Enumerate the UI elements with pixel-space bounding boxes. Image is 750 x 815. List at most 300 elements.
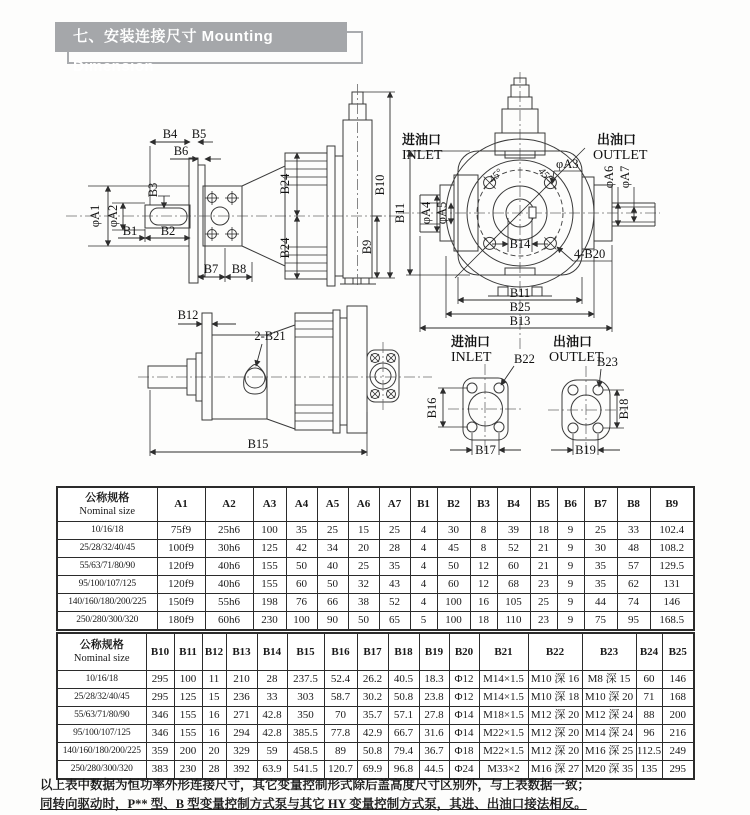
column-header: B12	[202, 633, 226, 671]
table-cell: 16	[202, 725, 226, 743]
table-cell: 25	[317, 522, 348, 540]
dim-label-b11-bottom: B11	[509, 286, 531, 300]
table-cell: 75	[584, 612, 617, 631]
column-header: B14	[257, 633, 287, 671]
table-cell: 155	[174, 707, 202, 725]
dim-label-b18: B18	[617, 398, 631, 420]
table-cell: 120f9	[157, 558, 205, 576]
table-cell: 30.2	[357, 689, 388, 707]
table-cell: 346	[146, 725, 174, 743]
technical-drawings	[0, 56, 750, 480]
dim-label-b11-side: B11	[393, 202, 407, 224]
dim-label-a5: φA5	[435, 201, 449, 225]
table-cell: 25	[379, 522, 410, 540]
table-cell: 25	[584, 522, 617, 540]
table-cell: 58.7	[324, 689, 357, 707]
outlet-port-en: OUTLET	[549, 350, 604, 365]
table-cell: 385.5	[287, 725, 324, 743]
table-cell: M8 深 15	[582, 671, 636, 689]
dim-label-b24-upper: B24	[278, 173, 292, 195]
dim-label-2-b21: 2-B21	[254, 329, 286, 343]
table-cell: 30	[584, 540, 617, 558]
table-cell: 63.9	[257, 761, 287, 780]
column-header: A4	[286, 487, 317, 522]
table-row	[57, 594, 694, 612]
outlet-bolt-holes	[568, 385, 603, 433]
table-cell: 60	[497, 558, 530, 576]
table-cell: 60h6	[205, 612, 253, 631]
dim-label-b10: B10	[373, 174, 387, 196]
table-cell: M14×1.5	[479, 689, 528, 707]
table-cell: 383	[146, 761, 174, 780]
column-header: A2	[205, 487, 253, 522]
table-cell: M12 深 20	[528, 725, 582, 743]
column-header: B2	[437, 487, 470, 522]
table-cell: 541.5	[287, 761, 324, 780]
table-cell: 68	[497, 576, 530, 594]
drum-ribs-b	[295, 321, 333, 421]
row-label: 55/63/71/80/90	[57, 558, 157, 576]
table-cell: 100	[253, 522, 286, 540]
table-cell: 15	[202, 689, 226, 707]
table-cell: 155	[174, 725, 202, 743]
table-row	[57, 689, 694, 707]
table-cell: M22×1.5	[479, 725, 528, 743]
dim-label-b6: B6	[173, 144, 189, 158]
table-cell: 295	[662, 761, 694, 780]
table-cell: 9	[557, 612, 584, 631]
table-cell: 28	[257, 671, 287, 689]
column-header: B10	[146, 633, 174, 671]
dim-label-a2: φA2	[106, 204, 120, 228]
table-cell: Φ12	[449, 689, 479, 707]
table-cell: 33	[257, 689, 287, 707]
footnote-line-2: 同转向驱动时，P** 型、B 型变量控制方式泵与其它 HY 变量控制方式泵，其进、出油口接法相反。	[40, 797, 587, 812]
table-cell: 40	[317, 558, 348, 576]
table-cell: 18	[470, 612, 497, 631]
table-cell: 40h6	[205, 576, 253, 594]
dim-label-a1: φA1	[88, 204, 102, 228]
table-cell: 35	[379, 558, 410, 576]
column-header: B5	[530, 487, 557, 522]
dim-label-b23: B23	[597, 355, 618, 369]
table-cell: 9	[557, 594, 584, 612]
table-cell: 57	[617, 558, 650, 576]
table-cell: 271	[226, 707, 257, 725]
column-header: A6	[348, 487, 379, 522]
table-cell: M14 深 24	[582, 725, 636, 743]
column-header: B9	[650, 487, 694, 522]
column-header: B1	[410, 487, 437, 522]
table-cell: 42.9	[357, 725, 388, 743]
table-cell: 11	[202, 671, 226, 689]
table-cell: 180f9	[157, 612, 205, 631]
table-cell: 9	[557, 540, 584, 558]
inlet-port-drawing	[425, 334, 535, 457]
dim-label-b7: B7	[203, 262, 219, 276]
row-label: 140/160/180/200/225	[57, 743, 146, 761]
table-cell: 52	[497, 540, 530, 558]
table-cell: 21	[530, 558, 557, 576]
dim-label-a3: φA3	[556, 157, 579, 171]
table-cell: 33	[617, 522, 650, 540]
row-label: 10/16/18	[57, 671, 146, 689]
table-cell: 35	[584, 558, 617, 576]
dimension-table-a	[56, 486, 695, 631]
row-label: 250/280/300/320	[57, 612, 157, 631]
column-header: B15	[287, 633, 324, 671]
table-cell: 25h6	[205, 522, 253, 540]
table-cell: 4	[410, 540, 437, 558]
table-cell: 89	[324, 743, 357, 761]
dim-label-b9: B9	[360, 239, 374, 255]
table-cell: 230	[174, 761, 202, 780]
table-cell: 25	[530, 594, 557, 612]
table-cell: M16 深 25	[582, 743, 636, 761]
table-cell: 50	[286, 558, 317, 576]
inlet-port-cn: 进油口	[451, 334, 491, 349]
dim-label-b13: B13	[509, 314, 531, 328]
table-cell: 125	[174, 689, 202, 707]
row-label: 250/280/300/320	[57, 761, 146, 780]
dim-label-b2: B2	[160, 224, 176, 238]
table-cell: 50	[437, 558, 470, 576]
table-cell: 35.7	[357, 707, 388, 725]
table-cell: 9	[557, 576, 584, 594]
dim-label-b16: B16	[425, 397, 439, 419]
dim-label-b14: B14	[509, 237, 531, 251]
table-cell: 100	[437, 594, 470, 612]
table-cell: 100	[437, 612, 470, 631]
table-cell: 8	[470, 522, 497, 540]
table-cell: 294	[226, 725, 257, 743]
table-cell: 44.5	[419, 761, 449, 780]
table-cell: 12	[470, 576, 497, 594]
table-cell: 34	[317, 540, 348, 558]
table-cell: 168	[662, 689, 694, 707]
table-cell: M18×1.5	[479, 707, 528, 725]
column-header: B23	[582, 633, 636, 671]
table-cell: 146	[662, 671, 694, 689]
table-cell: 60	[437, 576, 470, 594]
column-header: B22	[528, 633, 582, 671]
table-cell: 43	[379, 576, 410, 594]
table-cell: 346	[146, 707, 174, 725]
table-cell: 5	[410, 612, 437, 631]
table-cell: 23	[530, 576, 557, 594]
table-cell: 60	[286, 576, 317, 594]
table-cell: 20	[202, 743, 226, 761]
table-cell: 50	[317, 576, 348, 594]
inlet-label-cn: 进油口	[402, 132, 442, 147]
table-cell: 45	[437, 540, 470, 558]
row-label: 25/28/32/40/45	[57, 689, 146, 707]
column-header: A5	[317, 487, 348, 522]
column-header: B18	[388, 633, 419, 671]
table-cell: 112.5	[636, 743, 662, 761]
dim-label-b12: B12	[177, 308, 199, 322]
column-header: B24	[636, 633, 662, 671]
table-cell: 55h6	[205, 594, 253, 612]
table-cell: 20	[348, 540, 379, 558]
column-header: B11	[174, 633, 202, 671]
outlet-port-drawing	[548, 334, 631, 457]
table-cell: 16	[470, 594, 497, 612]
table-cell: 359	[146, 743, 174, 761]
table-row	[57, 743, 694, 761]
table-cell: 42.8	[257, 707, 287, 725]
table-cell: 52	[379, 594, 410, 612]
table-cell: 105	[497, 594, 530, 612]
table-cell: 108.2	[650, 540, 694, 558]
table-cell: 8	[470, 540, 497, 558]
section-banner	[55, 22, 347, 75]
dim-label-b5: B5	[191, 127, 207, 141]
table-cell: 200	[662, 707, 694, 725]
rear-view-drawing	[393, 72, 660, 352]
table-cell: 65	[379, 612, 410, 631]
dim-label-a4: φA4	[419, 201, 433, 225]
column-header: B20	[449, 633, 479, 671]
table-cell: 9	[557, 522, 584, 540]
table-cell: 237.5	[287, 671, 324, 689]
column-header: B16	[324, 633, 357, 671]
table-cell: 28	[379, 540, 410, 558]
nominal-size-header: 公称规格 Nominal size	[57, 487, 157, 522]
table-cell: 110	[497, 612, 530, 631]
dim-label-b19: B19	[575, 443, 596, 457]
outlet-label-cn: 出油口	[597, 132, 637, 147]
table-cell: 50.8	[388, 689, 419, 707]
table-cell: 88	[636, 707, 662, 725]
section-title: 七、安装连接尺寸 Mounting Dimension	[73, 28, 274, 75]
row-label: 10/16/18	[57, 522, 157, 540]
table-cell: 295	[146, 671, 174, 689]
table-cell: Φ18	[449, 743, 479, 761]
column-header: A1	[157, 487, 205, 522]
table-row	[57, 725, 694, 743]
table-cell: 4	[410, 522, 437, 540]
column-header: B6	[557, 487, 584, 522]
table-cell: 50	[348, 612, 379, 631]
side-view-drawing	[66, 84, 400, 288]
inlet-bolt-holes	[467, 383, 504, 432]
table-cell: 216	[662, 725, 694, 743]
table-cell: 458.5	[287, 743, 324, 761]
table-cell: M33×2	[479, 761, 528, 780]
table-cell: 198	[253, 594, 286, 612]
table-cell: 66	[317, 594, 348, 612]
table-cell: M20 深 35	[582, 761, 636, 780]
table-cell: 76	[286, 594, 317, 612]
column-header: B13	[226, 633, 257, 671]
table-cell: 77.8	[324, 725, 357, 743]
table-cell: 155	[253, 558, 286, 576]
inlet-label-en: INLET	[402, 148, 443, 163]
table-cell: 23	[530, 612, 557, 631]
table-cell: 30h6	[205, 540, 253, 558]
column-header: B7	[584, 487, 617, 522]
dim-label-a6: φA6	[602, 165, 616, 189]
table-cell: 90	[317, 612, 348, 631]
table-cell: M16 深 27	[528, 761, 582, 780]
table-cell: M12 深 24	[582, 707, 636, 725]
row-label: 95/100/107/125	[57, 725, 146, 743]
dim-label-b8: B8	[231, 262, 247, 276]
table-cell: 129.5	[650, 558, 694, 576]
table-cell: 12	[470, 558, 497, 576]
table-cell: 303	[287, 689, 324, 707]
table-cell: 59	[257, 743, 287, 761]
table-cell: 168.5	[650, 612, 694, 631]
table-cell: 74	[617, 594, 650, 612]
table-row	[57, 540, 694, 558]
table-cell: 4	[410, 594, 437, 612]
table-cell: 38	[348, 594, 379, 612]
table-cell: 71	[636, 689, 662, 707]
table-cell: 40.5	[388, 671, 419, 689]
table-cell: Φ14	[449, 707, 479, 725]
table-cell: 32	[348, 576, 379, 594]
column-header: B4	[497, 487, 530, 522]
table-cell: 96	[636, 725, 662, 743]
table-cell: 40h6	[205, 558, 253, 576]
table-cell: 200	[174, 743, 202, 761]
table-cell: 9	[557, 558, 584, 576]
table-cell: 350	[287, 707, 324, 725]
table-cell: 57.1	[388, 707, 419, 725]
table-cell: 42	[286, 540, 317, 558]
table-cell: 39	[497, 522, 530, 540]
table-cell: Φ14	[449, 725, 479, 743]
table-cell: 329	[226, 743, 257, 761]
column-header: A7	[379, 487, 410, 522]
column-header: B21	[479, 633, 528, 671]
table-cell: 62	[617, 576, 650, 594]
table-cell: 4	[410, 576, 437, 594]
table-row	[57, 576, 694, 594]
table-cell: 392	[226, 761, 257, 780]
table-cell: 36.7	[419, 743, 449, 761]
table-cell: 79.4	[388, 743, 419, 761]
table-cell: M10 深 18	[528, 689, 582, 707]
table-cell: 27.8	[419, 707, 449, 725]
table-cell: M10 深 20	[582, 689, 636, 707]
row-label: 25/28/32/40/45	[57, 540, 157, 558]
table-cell: 69.9	[357, 761, 388, 780]
table-cell: 50.8	[357, 743, 388, 761]
table-cell: 120f9	[157, 576, 205, 594]
table-cell: 75f9	[157, 522, 205, 540]
table-cell: 28	[202, 761, 226, 780]
table-cell: 60	[636, 671, 662, 689]
table-cell: M10 深 16	[528, 671, 582, 689]
dim-label-b1: B1	[122, 224, 138, 238]
row-label: 140/160/180/200/225	[57, 594, 157, 612]
table-cell: 16	[202, 707, 226, 725]
table-cell: 42.8	[257, 725, 287, 743]
row-label: 95/100/107/125	[57, 576, 157, 594]
table-cell: 21	[530, 540, 557, 558]
dim-label-b25: B25	[509, 300, 531, 314]
dim-label-b17: B17	[475, 443, 496, 457]
angle-label-left: 45°	[487, 167, 506, 186]
table-cell: 230	[253, 612, 286, 631]
column-header: B25	[662, 633, 694, 671]
table-cell: 35	[286, 522, 317, 540]
inlet-port-en: INLET	[451, 350, 492, 365]
table-cell: 125	[253, 540, 286, 558]
table-cell: 236	[226, 689, 257, 707]
dim-label-4-b20: 4-B20	[574, 247, 606, 261]
table-cell: 120.7	[324, 761, 357, 780]
dim-label-b15: B15	[247, 437, 269, 451]
column-header: B3	[470, 487, 497, 522]
table-cell: 18	[530, 522, 557, 540]
dim-label-b22: B22	[514, 352, 535, 366]
dim-label-b24-lower: B24	[278, 237, 292, 259]
table-cell: 26.2	[357, 671, 388, 689]
table-cell: 66.7	[388, 725, 419, 743]
table-cell: 15	[348, 522, 379, 540]
dimension-table-b	[56, 632, 695, 780]
table-cell: 48	[617, 540, 650, 558]
dim-label-a7: φA7	[618, 165, 632, 189]
table-cell: 31.6	[419, 725, 449, 743]
table-cell: 4	[410, 558, 437, 576]
table-cell: M12 深 20	[528, 743, 582, 761]
table-cell: 44	[584, 594, 617, 612]
column-header: B19	[419, 633, 449, 671]
column-header: B8	[617, 487, 650, 522]
footnote-line-1: 以上表中数据为恒功率外形连接尺寸，其它变量控制形式除后盖高度尺寸区别外，与上表数据一致；	[40, 778, 591, 792]
dim-label-b4: B4	[162, 127, 178, 141]
table-cell: 135	[636, 761, 662, 780]
table-cell: 210	[226, 671, 257, 689]
table-cell: 100f9	[157, 540, 205, 558]
table-row	[57, 558, 694, 576]
table-cell: 102.4	[650, 522, 694, 540]
table-cell: 96.8	[388, 761, 419, 780]
side-view-b-drawing	[138, 306, 432, 456]
table-cell: 131	[650, 576, 694, 594]
outlet-label-en: OUTLET	[593, 148, 648, 163]
outlet-port-cn: 出油口	[553, 334, 593, 349]
table-cell: 100	[286, 612, 317, 631]
table-cell: 35	[584, 576, 617, 594]
table-cell: 23.8	[419, 689, 449, 707]
table-row	[57, 522, 694, 540]
nominal-size-header: 公称规格 Nominal size	[57, 633, 146, 671]
table-row	[57, 707, 694, 725]
table-cell: 100	[174, 671, 202, 689]
table-cell: 18.3	[419, 671, 449, 689]
table-cell: 249	[662, 743, 694, 761]
table-cell: M22×1.5	[479, 743, 528, 761]
dim-label-b3: B3	[146, 182, 160, 198]
table-cell: 25	[348, 558, 379, 576]
table-cell: 146	[650, 594, 694, 612]
table-cell: Φ24	[449, 761, 479, 780]
row-label: 55/63/71/80/90	[57, 707, 146, 725]
table-cell: 70	[324, 707, 357, 725]
column-header: B17	[357, 633, 388, 671]
table-cell: 150f9	[157, 594, 205, 612]
table-cell: 95	[617, 612, 650, 631]
column-header: A3	[253, 487, 286, 522]
table-cell: 155	[253, 576, 286, 594]
table-cell: 295	[146, 689, 174, 707]
